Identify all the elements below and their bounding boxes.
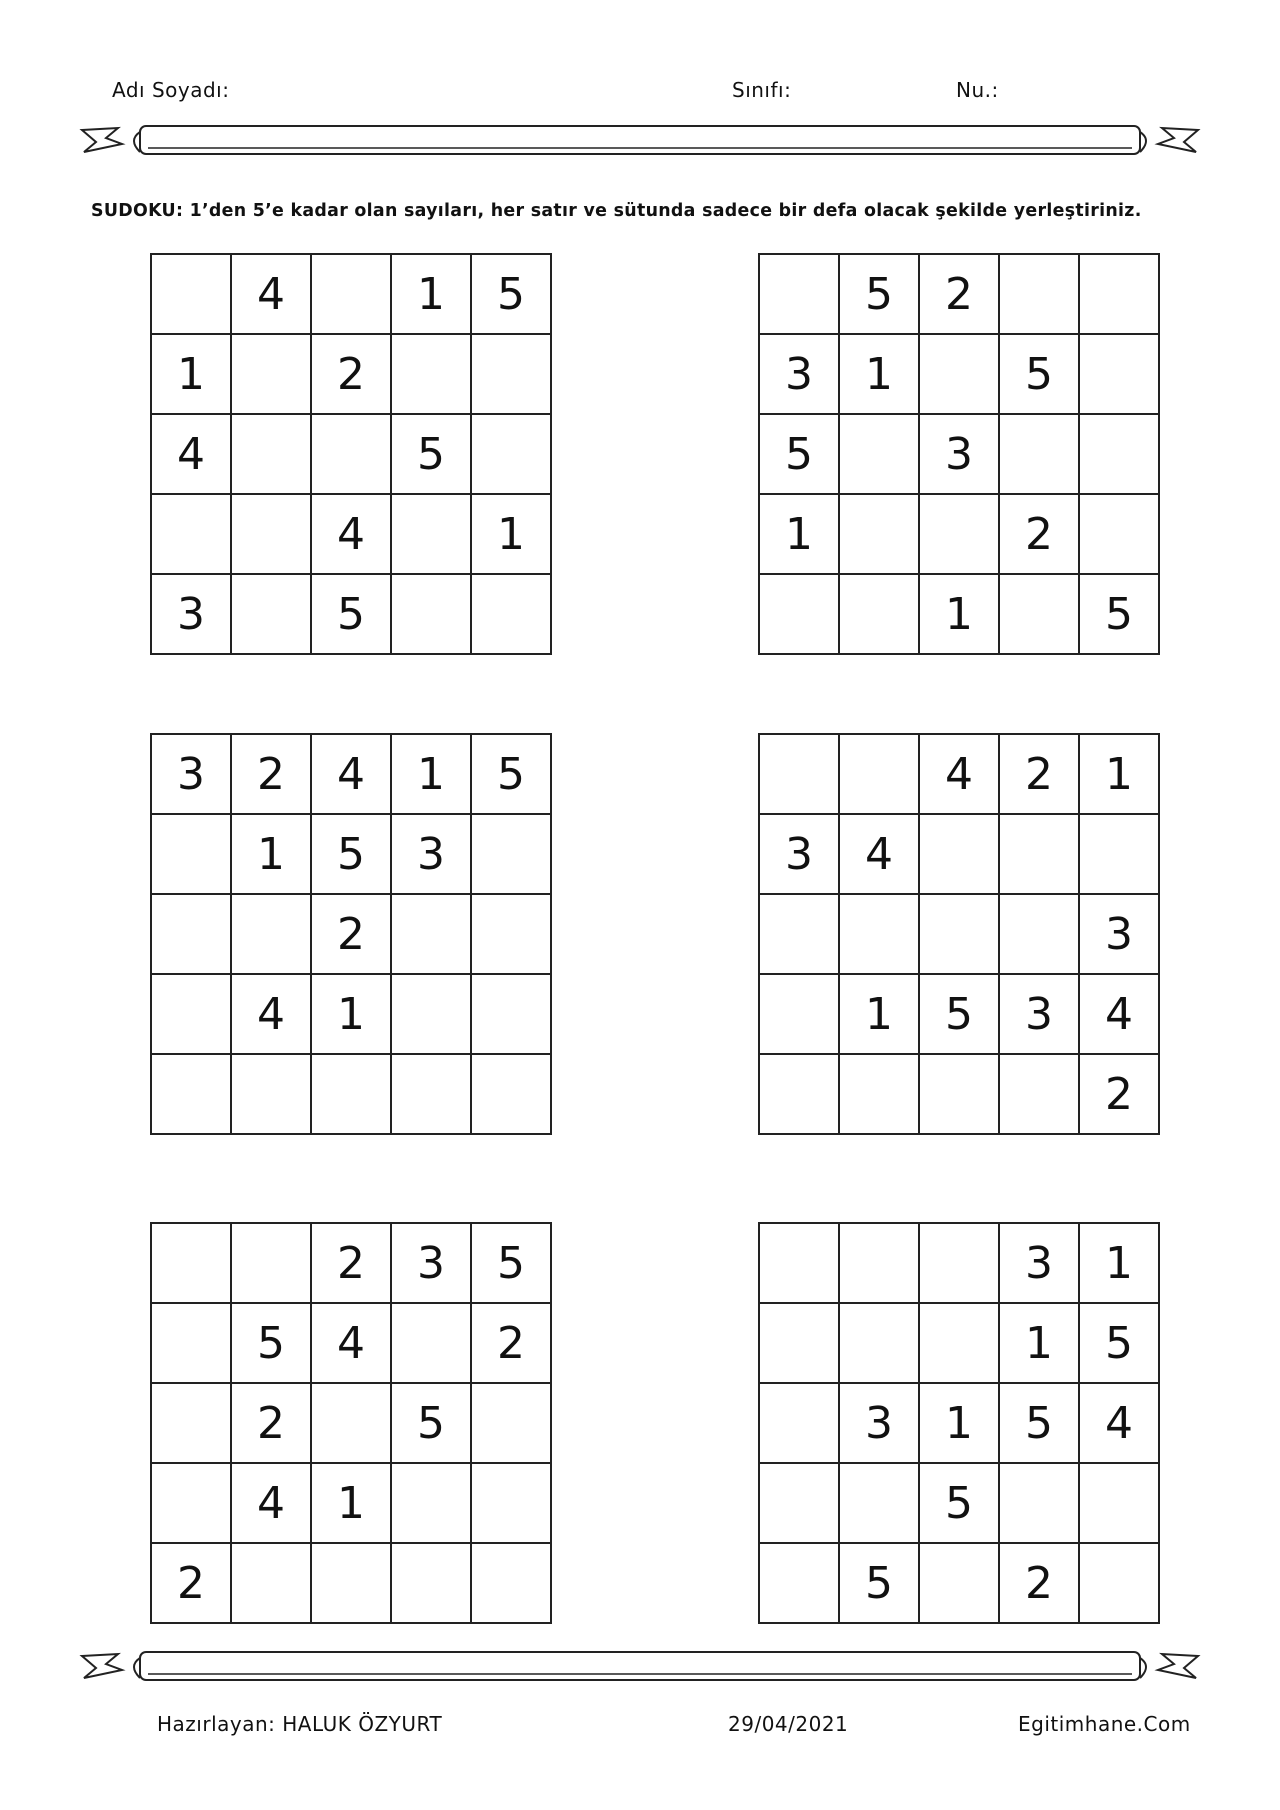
empty-cell[interactable] — [232, 335, 312, 415]
given-cell[interactable]: 1 — [840, 975, 920, 1055]
empty-cell[interactable] — [840, 895, 920, 975]
given-cell[interactable]: 4 — [312, 735, 392, 815]
given-cell[interactable]: 5 — [920, 1464, 1000, 1544]
empty-cell[interactable] — [472, 1384, 552, 1464]
given-cell[interactable]: 4 — [232, 1464, 312, 1544]
empty-cell[interactable] — [920, 1055, 1000, 1135]
sudoku-grid-2 — [758, 253, 1160, 655]
empty-cell[interactable] — [920, 335, 1000, 415]
given-cell[interactable]: 4 — [312, 495, 392, 575]
empty-cell[interactable] — [232, 575, 312, 655]
name-label: Adı Soyadı: — [112, 78, 230, 102]
given-cell[interactable]: 5 — [920, 975, 1000, 1055]
empty-cell[interactable] — [760, 1224, 840, 1304]
given-cell[interactable]: 3 — [152, 575, 232, 655]
empty-cell[interactable] — [760, 1544, 840, 1624]
given-cell[interactable]: 5 — [760, 415, 840, 495]
empty-cell[interactable] — [1080, 255, 1160, 335]
given-cell[interactable]: 2 — [152, 1544, 232, 1624]
given-cell[interactable]: 4 — [152, 415, 232, 495]
given-cell[interactable]: 4 — [232, 975, 312, 1055]
empty-cell[interactable] — [920, 1304, 1000, 1384]
given-cell[interactable]: 5 — [392, 415, 472, 495]
given-cell[interactable]: 2 — [232, 1384, 312, 1464]
given-cell[interactable]: 1 — [472, 495, 552, 575]
given-cell[interactable]: 2 — [1080, 1055, 1160, 1135]
author-label: Hazırlayan: HALUK ÖZYURT — [157, 1712, 443, 1736]
empty-cell[interactable] — [152, 975, 232, 1055]
empty-cell[interactable] — [472, 415, 552, 495]
empty-cell[interactable] — [1000, 415, 1080, 495]
given-cell[interactable]: 3 — [1000, 1224, 1080, 1304]
empty-cell[interactable] — [760, 895, 840, 975]
empty-cell[interactable] — [760, 975, 840, 1055]
empty-cell[interactable] — [840, 1224, 920, 1304]
given-cell[interactable]: 5 — [1000, 1384, 1080, 1464]
given-cell[interactable]: 1 — [392, 255, 472, 335]
given-cell[interactable]: 4 — [232, 255, 312, 335]
empty-cell[interactable] — [392, 575, 472, 655]
empty-cell[interactable] — [472, 1464, 552, 1544]
empty-cell[interactable] — [760, 1384, 840, 1464]
given-cell[interactable]: 3 — [840, 1384, 920, 1464]
empty-cell[interactable] — [232, 895, 312, 975]
empty-cell[interactable] — [312, 1384, 392, 1464]
given-cell[interactable]: 2 — [312, 1224, 392, 1304]
empty-cell[interactable] — [1000, 815, 1080, 895]
empty-cell[interactable] — [840, 415, 920, 495]
empty-cell[interactable] — [312, 415, 392, 495]
empty-cell[interactable] — [840, 575, 920, 655]
empty-cell[interactable] — [920, 895, 1000, 975]
empty-cell[interactable] — [472, 1055, 552, 1135]
empty-cell[interactable] — [392, 1304, 472, 1384]
sudoku-grid-6 — [758, 1222, 1160, 1624]
given-cell[interactable]: 1 — [1080, 1224, 1160, 1304]
given-cell[interactable]: 4 — [920, 735, 1000, 815]
empty-cell[interactable] — [232, 415, 312, 495]
empty-cell[interactable] — [840, 1464, 920, 1544]
empty-cell[interactable] — [152, 1384, 232, 1464]
sudoku-grid-3 — [150, 733, 552, 1135]
empty-cell[interactable] — [392, 1544, 472, 1624]
empty-cell[interactable] — [1080, 1544, 1160, 1624]
empty-cell[interactable] — [760, 735, 840, 815]
sudoku-grid-5 — [150, 1222, 552, 1624]
instruction-text: SUDOKU: 1’den 5’e kadar olan sayıları, her satır ve sütunda sadece bir defa olacak şekilde yerleştiriniz. — [91, 201, 1142, 221]
given-cell[interactable]: 5 — [1080, 575, 1160, 655]
empty-cell[interactable] — [392, 1055, 472, 1135]
given-cell[interactable]: 5 — [232, 1304, 312, 1384]
given-cell[interactable]: 1 — [152, 335, 232, 415]
empty-cell[interactable] — [312, 1544, 392, 1624]
given-cell[interactable]: 1 — [312, 1464, 392, 1544]
empty-cell[interactable] — [760, 1464, 840, 1544]
given-cell[interactable]: 2 — [1000, 735, 1080, 815]
empty-cell[interactable] — [1080, 815, 1160, 895]
empty-cell[interactable] — [232, 1055, 312, 1135]
empty-cell[interactable] — [920, 495, 1000, 575]
sudoku-grid-4 — [758, 733, 1160, 1135]
empty-cell[interactable] — [1080, 1464, 1160, 1544]
given-cell[interactable]: 5 — [472, 1224, 552, 1304]
empty-cell[interactable] — [1000, 895, 1080, 975]
empty-cell[interactable] — [840, 735, 920, 815]
empty-cell[interactable] — [152, 255, 232, 335]
given-cell[interactable]: 3 — [392, 1224, 472, 1304]
empty-cell[interactable] — [760, 255, 840, 335]
given-cell[interactable]: 4 — [840, 815, 920, 895]
given-cell[interactable]: 3 — [152, 735, 232, 815]
given-cell[interactable]: 5 — [392, 1384, 472, 1464]
empty-cell[interactable] — [840, 1304, 920, 1384]
empty-cell[interactable] — [472, 975, 552, 1055]
given-cell[interactable]: 3 — [760, 815, 840, 895]
empty-cell[interactable] — [472, 335, 552, 415]
given-cell[interactable]: 5 — [840, 255, 920, 335]
empty-cell[interactable] — [840, 1055, 920, 1135]
sudoku-grid-1 — [150, 253, 552, 655]
empty-cell[interactable] — [152, 895, 232, 975]
empty-cell[interactable] — [472, 575, 552, 655]
empty-cell[interactable] — [1000, 1464, 1080, 1544]
empty-cell[interactable] — [152, 1224, 232, 1304]
given-cell[interactable]: 5 — [472, 255, 552, 335]
given-cell[interactable]: 5 — [312, 815, 392, 895]
given-cell[interactable]: 3 — [392, 815, 472, 895]
empty-cell[interactable] — [392, 335, 472, 415]
empty-cell[interactable] — [312, 255, 392, 335]
empty-cell[interactable] — [1080, 495, 1160, 575]
empty-cell[interactable] — [840, 495, 920, 575]
given-cell[interactable]: 1 — [312, 975, 392, 1055]
empty-cell[interactable] — [920, 1224, 1000, 1304]
empty-cell[interactable] — [232, 495, 312, 575]
given-cell[interactable]: 1 — [920, 1384, 1000, 1464]
given-cell[interactable]: 5 — [312, 575, 392, 655]
given-cell[interactable]: 2 — [312, 895, 392, 975]
given-cell[interactable]: 1 — [840, 335, 920, 415]
empty-cell[interactable] — [920, 1544, 1000, 1624]
top-scroll-banner — [78, 118, 1202, 164]
empty-cell[interactable] — [152, 815, 232, 895]
given-cell[interactable]: 1 — [760, 495, 840, 575]
site-label: Egitimhane.Com — [1018, 1712, 1191, 1736]
given-cell[interactable]: 4 — [312, 1304, 392, 1384]
empty-cell[interactable] — [1080, 415, 1160, 495]
empty-cell[interactable] — [920, 815, 1000, 895]
given-cell[interactable]: 2 — [472, 1304, 552, 1384]
empty-cell[interactable] — [152, 1464, 232, 1544]
given-cell[interactable]: 3 — [920, 415, 1000, 495]
empty-cell[interactable] — [312, 1055, 392, 1135]
empty-cell[interactable] — [1080, 335, 1160, 415]
given-cell[interactable]: 5 — [840, 1544, 920, 1624]
empty-cell[interactable] — [232, 1224, 312, 1304]
given-cell[interactable]: 1 — [232, 815, 312, 895]
empty-cell[interactable] — [392, 1464, 472, 1544]
empty-cell[interactable] — [152, 495, 232, 575]
given-cell[interactable]: 1 — [1000, 1304, 1080, 1384]
given-cell[interactable]: 3 — [1080, 895, 1160, 975]
empty-cell[interactable] — [1000, 1055, 1080, 1135]
given-cell[interactable]: 5 — [472, 735, 552, 815]
given-cell[interactable]: 2 — [312, 335, 392, 415]
date-label: 29/04/2021 — [728, 1712, 849, 1736]
empty-cell[interactable] — [472, 1544, 552, 1624]
given-cell[interactable]: 4 — [1080, 975, 1160, 1055]
empty-cell[interactable] — [1000, 255, 1080, 335]
empty-cell[interactable] — [152, 1055, 232, 1135]
given-cell[interactable]: 2 — [1000, 1544, 1080, 1624]
given-cell[interactable]: 3 — [1000, 975, 1080, 1055]
bottom-scroll-banner — [78, 1644, 1202, 1690]
empty-cell[interactable] — [232, 1544, 312, 1624]
number-label: Nu.: — [956, 78, 999, 102]
given-cell[interactable]: 2 — [920, 255, 1000, 335]
empty-cell[interactable] — [760, 1055, 840, 1135]
class-label: Sınıfı: — [732, 78, 792, 102]
given-cell[interactable]: 2 — [1000, 495, 1080, 575]
empty-cell[interactable] — [392, 495, 472, 575]
given-cell[interactable]: 3 — [760, 335, 840, 415]
given-cell[interactable]: 5 — [1080, 1304, 1160, 1384]
empty-cell[interactable] — [392, 975, 472, 1055]
empty-cell[interactable] — [760, 1304, 840, 1384]
given-cell[interactable]: 1 — [920, 575, 1000, 655]
empty-cell[interactable] — [1000, 575, 1080, 655]
given-cell[interactable]: 1 — [392, 735, 472, 815]
empty-cell[interactable] — [760, 575, 840, 655]
empty-cell[interactable] — [472, 815, 552, 895]
given-cell[interactable]: 5 — [1000, 335, 1080, 415]
given-cell[interactable]: 1 — [1080, 735, 1160, 815]
empty-cell[interactable] — [152, 1304, 232, 1384]
empty-cell[interactable] — [472, 895, 552, 975]
given-cell[interactable]: 4 — [1080, 1384, 1160, 1464]
given-cell[interactable]: 2 — [232, 735, 312, 815]
empty-cell[interactable] — [392, 895, 472, 975]
